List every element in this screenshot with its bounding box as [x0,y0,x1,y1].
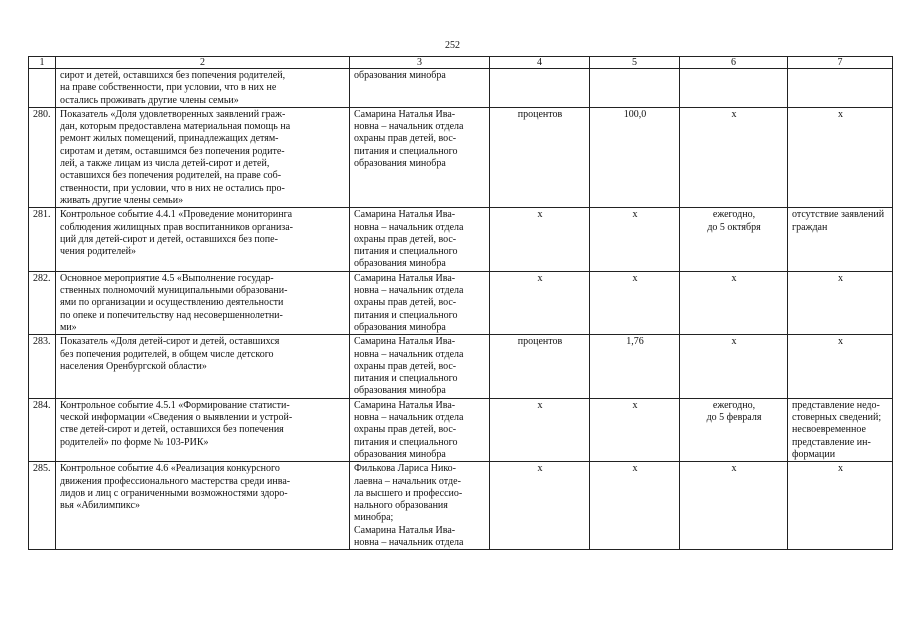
value-cell [590,69,680,108]
row-number [29,69,56,108]
column-header: 6 [680,57,788,69]
page-number: 252 [445,40,460,51]
table-row [29,462,893,550]
program-table [28,56,893,550]
responsible-person: Самарина Наталья Ива- новна – начальник отдела охраны прав детей, вос- питания и специального образования минобра [350,107,490,207]
unit-cell: x [490,271,590,334]
item-name: Контрольное событие 4.5.1 «Формирование статисти- ческой информации «Сведения о выявлении и устрой- стве детей-сирот и детей, оставшихся без попечения родителей» по форме № 103-РИК» [56,398,350,461]
table-row [29,398,893,461]
responsible-person: Самарина Наталья Ива- новна – начальник отдела охраны прав детей, вос- питания и специального образования минобра [350,271,490,334]
deadline-cell [680,69,788,108]
value-cell: x [590,271,680,334]
table-row [29,335,893,398]
deadline-cell: x [680,271,788,334]
responsible-person: Самарина Наталья Ива- новна – начальник отдела охраны прав детей, вос- питания и специального образования минобра [350,335,490,398]
column-header: 3 [350,57,490,69]
table-row [29,271,893,334]
value-cell: x [590,462,680,550]
deadline-cell: ежегодно, до 5 февраля [680,398,788,461]
table-row [29,208,893,271]
responsible-person: Самарина Наталья Ива- новна – начальник отдела охраны прав детей, вос- питания и специального образования минобра [350,398,490,461]
column-header: 5 [590,57,680,69]
deadline-cell: x [680,335,788,398]
value-cell: x [590,208,680,271]
note-cell: представление недо- стоверных сведений; несвоевременное представление ин- формации [788,398,893,461]
item-name: Контрольное событие 4.4.1 «Проведение мониторинга соблюдения жилищных прав воспитанников организа- ций для детей-сирот и детей, оставшихся без попе- чения родителей» [56,208,350,271]
unit-cell: x [490,208,590,271]
responsible-person: образования минобра [350,69,490,108]
responsible-person: Самарина Наталья Ива- новна – начальник отдела охраны прав детей, вос- питания и специального образования минобра [350,208,490,271]
unit-cell [490,69,590,108]
item-name: Показатель «Доля удовлетворенных заявлений граж- дан, которым предоставлена материальная помощь на ремонт жилых помещений, принадлежащих детям- сиротам и детям, оставшимся без попечения родите- лей, а также лицам из числа детей-сирот и детей, оставшихся без попечения родителей, на праве соб- ственности, при условии, что в них не остались про- живать другие члены семьи» [56,107,350,207]
column-header: 1 [29,57,56,69]
item-name: Основное мероприятие 4.5 «Выполнение государ- ственных полномочий муниципальными образовани- ями по организации и осуществлению деятельности по опеке и попечительству над несовершеннолетни- ми» [56,271,350,334]
table-row [29,69,893,108]
table-row [29,107,893,207]
row-number: 280. [29,107,56,207]
unit-cell: процентов [490,335,590,398]
note-cell: x [788,462,893,550]
deadline-cell: x [680,462,788,550]
row-number: 281. [29,208,56,271]
unit-cell: x [490,398,590,461]
item-name: Показатель «Доля детей-сирот и детей, оставшихся без попечения родителей, в общем числе детского населения Оренбургской области» [56,335,350,398]
header-row [29,57,893,69]
row-number: 282. [29,271,56,334]
column-header: 2 [56,57,350,69]
row-number: 284. [29,398,56,461]
item-name: сирот и детей, оставшихся без попечения родителей, на праве собственности, при условии, что в них не остались проживать другие члены семьи» [56,69,350,108]
note-cell: x [788,107,893,207]
unit-cell: x [490,462,590,550]
row-number: 283. [29,335,56,398]
note-cell: отсутствие заявлений граждан [788,208,893,271]
column-header: 7 [788,57,893,69]
unit-cell: процентов [490,107,590,207]
item-name: Контрольное событие 4.6 «Реализация конкурсного движения профессионального мастерства среди инва- лидов и лиц с ограниченными возможностями здоро- вья «Абилимпикс» [56,462,350,550]
row-number: 285. [29,462,56,550]
value-cell: x [590,398,680,461]
note-cell: x [788,271,893,334]
value-cell: 100,0 [590,107,680,207]
note-cell [788,69,893,108]
column-header: 4 [490,57,590,69]
deadline-cell: x [680,107,788,207]
value-cell: 1,76 [590,335,680,398]
responsible-person: Филькова Лариса Нико- лаевна – начальник отде- ла высшего и профессио- нального образования минобра; Самарина Наталья Ива- новна – начальник отдела [350,462,490,550]
note-cell: x [788,335,893,398]
deadline-cell: ежегодно, до 5 октября [680,208,788,271]
